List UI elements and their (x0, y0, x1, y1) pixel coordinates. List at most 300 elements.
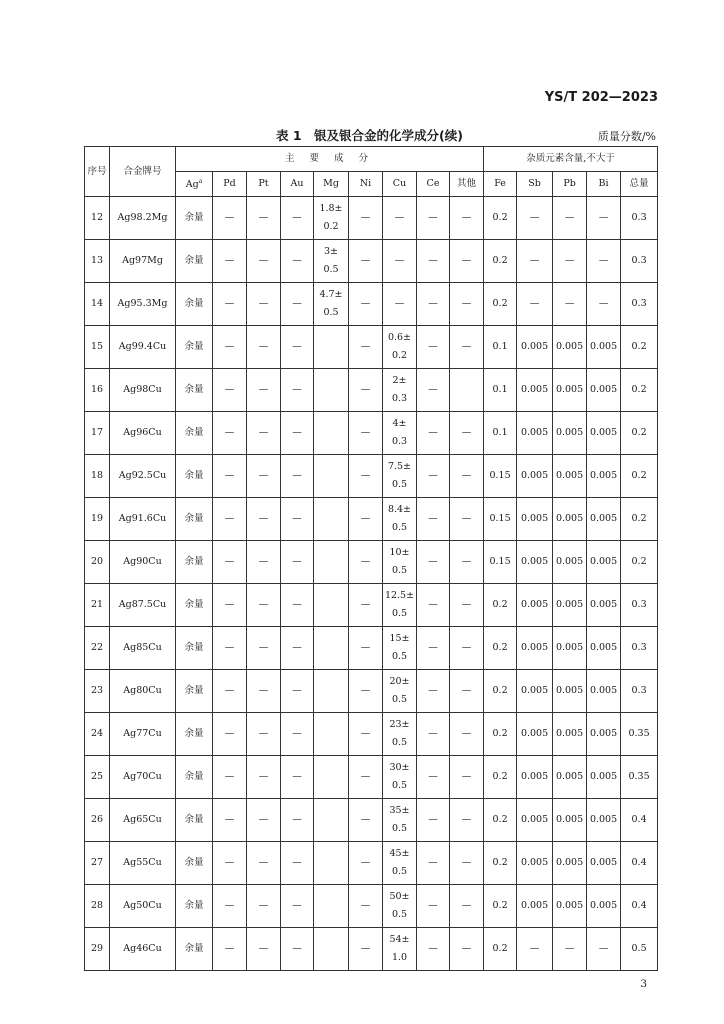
cell-other: — (450, 197, 484, 240)
cell-other: — (450, 326, 484, 369)
header-au: Au (281, 172, 314, 197)
cell-no: 23 (85, 670, 110, 713)
cell-sb: 0.005 (517, 713, 553, 756)
cell-pd: — (213, 885, 247, 928)
cell-cu-line: — (394, 212, 405, 223)
cell-pb: 0.005 (553, 584, 587, 627)
cell-pt: — (247, 455, 281, 498)
cell-pd: — (213, 756, 247, 799)
cell-fe: 0.2 (484, 885, 517, 928)
cell-other: — (450, 842, 484, 885)
cell-no: 17 (85, 412, 110, 455)
cell-fe: 0.2 (484, 799, 517, 842)
cell-mg (314, 670, 349, 713)
cell-bi: 0.005 (587, 498, 621, 541)
cell-pd: — (213, 369, 247, 412)
cell-cu-line: 8.4± (387, 504, 412, 515)
cell-ce: — (417, 584, 450, 627)
cell-pt: — (247, 756, 281, 799)
header-cu: Cu (383, 172, 417, 197)
cell-ni: — (349, 842, 383, 885)
cell-ni: — (349, 928, 383, 971)
cell-cu-line: 0.5 (391, 522, 408, 533)
cell-grade: Ag70Cu (110, 756, 176, 799)
cell-cu-line: 10± (389, 547, 410, 558)
cell-grade: Ag92.5Cu (110, 455, 176, 498)
cell-au: — (281, 885, 314, 928)
cell-ni: — (349, 627, 383, 670)
cell-cu (383, 326, 417, 369)
cell-au: — (281, 498, 314, 541)
cell-other: — (450, 240, 484, 283)
cell-fe: 0.15 (484, 541, 517, 584)
cell-au: — (281, 412, 314, 455)
page-number: 3 (640, 978, 647, 990)
cell-bi: 0.005 (587, 541, 621, 584)
cell-other: — (450, 283, 484, 326)
cell-grade: Ag99.4Cu (110, 326, 176, 369)
cell-ag: 余量 (176, 498, 213, 541)
cell-cu-line: 20± (389, 676, 410, 687)
cell-mg-line: 1.8± (319, 203, 343, 214)
cell-sb: — (517, 283, 553, 326)
cell-mg (314, 412, 349, 455)
cell-bi: — (587, 928, 621, 971)
composition-table (84, 146, 658, 971)
cell-pt: — (247, 369, 281, 412)
cell-cu-line: 0.5 (391, 479, 408, 490)
header-grade: 合金牌号 (110, 147, 176, 197)
cell-bi: 0.005 (587, 369, 621, 412)
cell-grade: Ag96Cu (110, 412, 176, 455)
table-row (85, 498, 658, 541)
cell-pt: — (247, 670, 281, 713)
cell-pd: — (213, 240, 247, 283)
cell-pt: — (247, 928, 281, 971)
cell-other: — (450, 713, 484, 756)
table-row (85, 455, 658, 498)
cell-other (450, 369, 484, 412)
cell-ni: — (349, 498, 383, 541)
table-body (85, 197, 658, 971)
cell-ce: — (417, 498, 450, 541)
cell-total: 0.2 (621, 455, 658, 498)
cell-grade: Ag98Cu (110, 369, 176, 412)
cell-cu (383, 928, 417, 971)
cell-au: — (281, 326, 314, 369)
table-row (85, 928, 658, 971)
cell-pb: 0.005 (553, 842, 587, 885)
cell-bi: 0.005 (587, 455, 621, 498)
cell-ni: — (349, 197, 383, 240)
cell-other: — (450, 584, 484, 627)
header-serial: 序号 (85, 147, 110, 197)
cell-mg (314, 928, 349, 971)
cell-no: 25 (85, 756, 110, 799)
header-mg: Mg (314, 172, 349, 197)
cell-other: — (450, 885, 484, 928)
table-row (85, 197, 658, 240)
cell-au: — (281, 842, 314, 885)
cell-sb: — (517, 240, 553, 283)
cell-mg-line: 3± (323, 246, 338, 257)
header-sb: Sb (517, 172, 553, 197)
cell-other: — (450, 670, 484, 713)
cell-bi: 0.005 (587, 584, 621, 627)
table-row (85, 756, 658, 799)
cell-ag: 余量 (176, 455, 213, 498)
cell-pd: — (213, 498, 247, 541)
cell-pd: — (213, 197, 247, 240)
cell-ni: — (349, 369, 383, 412)
cell-fe: 0.2 (484, 713, 517, 756)
standard-code: YS/T 202—2023 (544, 90, 658, 105)
header-fe: Fe (484, 172, 517, 197)
cell-cu (383, 240, 417, 283)
cell-cu-line: 0.5 (391, 651, 408, 662)
cell-ag: 余量 (176, 541, 213, 584)
cell-fe: 0.2 (484, 842, 517, 885)
cell-pd: — (213, 713, 247, 756)
cell-total: 0.4 (621, 842, 658, 885)
header-ni: Ni (349, 172, 383, 197)
cell-pt: — (247, 885, 281, 928)
cell-bi: 0.005 (587, 756, 621, 799)
cell-cu (383, 283, 417, 326)
cell-other: — (450, 498, 484, 541)
cell-cu (383, 799, 417, 842)
cell-bi: 0.005 (587, 326, 621, 369)
cell-ce: — (417, 369, 450, 412)
cell-sb: — (517, 928, 553, 971)
cell-bi: — (587, 240, 621, 283)
cell-ni: — (349, 455, 383, 498)
cell-au: — (281, 369, 314, 412)
cell-grade: Ag80Cu (110, 670, 176, 713)
cell-pd: — (213, 627, 247, 670)
cell-mg (314, 713, 349, 756)
cell-pb: 0.005 (553, 455, 587, 498)
cell-pt: — (247, 842, 281, 885)
header-main-components: 主 要 成 分 (176, 147, 484, 172)
cell-ag: 余量 (176, 842, 213, 885)
cell-ce: — (417, 283, 450, 326)
cell-cu-line: 50± (389, 891, 410, 902)
cell-cu (383, 670, 417, 713)
cell-cu-line: 0.5 (391, 608, 408, 619)
cell-pd: — (213, 928, 247, 971)
cell-mg-line: 0.2 (323, 221, 339, 232)
table-row (85, 713, 658, 756)
cell-other: — (450, 928, 484, 971)
header-total: 总量 (621, 172, 658, 197)
cell-mg-line: 0.5 (323, 307, 339, 318)
header-pb: Pb (553, 172, 587, 197)
cell-mg (314, 197, 349, 240)
cell-ag: 余量 (176, 283, 213, 326)
cell-ag: 余量 (176, 670, 213, 713)
cell-cu (383, 584, 417, 627)
cell-pb: 0.005 (553, 627, 587, 670)
cell-total: 0.2 (621, 541, 658, 584)
cell-pd: — (213, 842, 247, 885)
table-row (85, 799, 658, 842)
cell-other: — (450, 799, 484, 842)
cell-cu-line: 0.5 (391, 565, 408, 576)
cell-sb: 0.005 (517, 326, 553, 369)
cell-pb: 0.005 (553, 670, 587, 713)
cell-other: — (450, 756, 484, 799)
cell-total: 0.4 (621, 799, 658, 842)
cell-grade: Ag85Cu (110, 627, 176, 670)
cell-pb: 0.005 (553, 326, 587, 369)
cell-fe: 0.1 (484, 326, 517, 369)
cell-total: 0.3 (621, 283, 658, 326)
cell-cu-line: 0.5 (391, 737, 408, 748)
cell-ni: — (349, 541, 383, 584)
cell-total: 0.4 (621, 885, 658, 928)
cell-ag: 余量 (176, 799, 213, 842)
cell-cu-line: 0.5 (391, 780, 408, 791)
cell-fe: 0.2 (484, 627, 517, 670)
cell-pd: — (213, 670, 247, 713)
cell-pt: — (247, 326, 281, 369)
cell-other: — (450, 627, 484, 670)
table-row (85, 240, 658, 283)
cell-cu (383, 455, 417, 498)
cell-bi: — (587, 197, 621, 240)
cell-bi: 0.005 (587, 842, 621, 885)
table-row (85, 670, 658, 713)
cell-cu-line: 0.5 (391, 823, 408, 834)
cell-sb: 0.005 (517, 842, 553, 885)
cell-ce: — (417, 541, 450, 584)
cell-pb: 0.005 (553, 412, 587, 455)
cell-total: 0.3 (621, 584, 658, 627)
cell-ce: — (417, 627, 450, 670)
cell-ag: 余量 (176, 885, 213, 928)
cell-pt: — (247, 799, 281, 842)
cell-sb: 0.005 (517, 498, 553, 541)
cell-ce: — (417, 197, 450, 240)
cell-pt: — (247, 283, 281, 326)
cell-ce: — (417, 326, 450, 369)
cell-sb: 0.005 (517, 885, 553, 928)
cell-cu-line: 23± (389, 719, 410, 730)
cell-bi: 0.005 (587, 627, 621, 670)
cell-fe: 0.2 (484, 670, 517, 713)
cell-no: 28 (85, 885, 110, 928)
cell-cu-line: — (394, 298, 405, 309)
cell-ni: — (349, 584, 383, 627)
cell-ni: — (349, 412, 383, 455)
table-row (85, 842, 658, 885)
cell-sb: — (517, 197, 553, 240)
cell-pb: 0.005 (553, 369, 587, 412)
cell-mg (314, 584, 349, 627)
cell-ce: — (417, 670, 450, 713)
cell-cu-line: 12.5± (384, 590, 415, 601)
table-row (85, 584, 658, 627)
cell-au: — (281, 455, 314, 498)
cell-pt: — (247, 627, 281, 670)
cell-grade: Ag87.5Cu (110, 584, 176, 627)
cell-ce: — (417, 240, 450, 283)
cell-ni: — (349, 885, 383, 928)
cell-mg (314, 369, 349, 412)
cell-ni: — (349, 799, 383, 842)
cell-total: 0.35 (621, 713, 658, 756)
cell-no: 27 (85, 842, 110, 885)
cell-fe: 0.15 (484, 455, 517, 498)
cell-fe: 0.2 (484, 584, 517, 627)
cell-pt: — (247, 240, 281, 283)
cell-au: — (281, 283, 314, 326)
cell-cu-line: 0.3 (391, 393, 408, 404)
cell-total: 0.5 (621, 928, 658, 971)
cell-pb: 0.005 (553, 756, 587, 799)
cell-pb: — (553, 197, 587, 240)
cell-bi: 0.005 (587, 799, 621, 842)
header-bi: Bi (587, 172, 621, 197)
cell-pt: — (247, 197, 281, 240)
cell-ni: — (349, 283, 383, 326)
cell-mg (314, 627, 349, 670)
cell-ni: — (349, 670, 383, 713)
cell-pb: — (553, 240, 587, 283)
cell-cu-line: 15± (389, 633, 410, 644)
cell-sb: 0.005 (517, 799, 553, 842)
cell-cu (383, 197, 417, 240)
table-row (85, 885, 658, 928)
cell-no: 18 (85, 455, 110, 498)
cell-pd: — (213, 326, 247, 369)
cell-grade: Ag55Cu (110, 842, 176, 885)
header-pd: Pd (213, 172, 247, 197)
cell-pd: — (213, 455, 247, 498)
cell-no: 15 (85, 326, 110, 369)
cell-au: — (281, 928, 314, 971)
cell-ag: 余量 (176, 326, 213, 369)
cell-cu (383, 498, 417, 541)
cell-no: 14 (85, 283, 110, 326)
cell-other: — (450, 541, 484, 584)
cell-grade: Ag77Cu (110, 713, 176, 756)
cell-ce: — (417, 885, 450, 928)
cell-cu (383, 842, 417, 885)
table-row (85, 326, 658, 369)
cell-sb: 0.005 (517, 412, 553, 455)
cell-mg (314, 756, 349, 799)
cell-total: 0.3 (621, 197, 658, 240)
cell-mg (314, 885, 349, 928)
cell-ni: — (349, 326, 383, 369)
cell-pb: 0.005 (553, 799, 587, 842)
cell-ce: — (417, 928, 450, 971)
cell-fe: 0.2 (484, 240, 517, 283)
cell-cu-line: 45± (389, 848, 410, 859)
cell-total: 0.35 (621, 756, 658, 799)
cell-pd: — (213, 412, 247, 455)
cell-mg (314, 498, 349, 541)
cell-ce: — (417, 756, 450, 799)
cell-mg (314, 283, 349, 326)
cell-cu-line: 0.2 (391, 350, 408, 361)
header-pt: Pt (247, 172, 281, 197)
cell-pt: — (247, 498, 281, 541)
table-row (85, 369, 658, 412)
cell-pd: — (213, 283, 247, 326)
cell-no: 20 (85, 541, 110, 584)
cell-au: — (281, 240, 314, 283)
cell-fe: 0.1 (484, 412, 517, 455)
cell-total: 0.2 (621, 326, 658, 369)
cell-no: 29 (85, 928, 110, 971)
cell-ag: 余量 (176, 928, 213, 971)
cell-ce: — (417, 799, 450, 842)
cell-ag: 余量 (176, 369, 213, 412)
header-impurities: 杂质元素含量,不大于 (484, 147, 658, 172)
cell-mg (314, 541, 349, 584)
table-row (85, 283, 658, 326)
cell-sb: 0.005 (517, 455, 553, 498)
table-row (85, 541, 658, 584)
cell-cu-line: 7.5± (387, 461, 412, 472)
cell-cu-line: — (394, 255, 405, 266)
cell-bi: — (587, 283, 621, 326)
cell-sb: 0.005 (517, 670, 553, 713)
cell-au: — (281, 713, 314, 756)
table-row (85, 627, 658, 670)
cell-no: 19 (85, 498, 110, 541)
cell-mg-line: 4.7± (319, 289, 343, 300)
cell-fe: 0.2 (484, 756, 517, 799)
cell-bi: 0.005 (587, 412, 621, 455)
cell-cu-line: 54± (389, 934, 410, 945)
cell-cu (383, 627, 417, 670)
cell-cu (383, 713, 417, 756)
cell-au: — (281, 756, 314, 799)
cell-cu-line: 0.6± (387, 332, 412, 343)
cell-cu-line: 4± (392, 418, 407, 429)
cell-grade: Ag90Cu (110, 541, 176, 584)
cell-ag: 余量 (176, 584, 213, 627)
cell-pb: 0.005 (553, 541, 587, 584)
cell-au: — (281, 627, 314, 670)
header-ag: Ag$^a$ (176, 172, 213, 197)
cell-grade: Ag50Cu (110, 885, 176, 928)
cell-bi: 0.005 (587, 713, 621, 756)
cell-cu (383, 369, 417, 412)
unit-label: 质量分数/% (597, 130, 656, 143)
cell-other: — (450, 455, 484, 498)
cell-fe: 0.2 (484, 197, 517, 240)
cell-mg-line: 0.5 (323, 264, 339, 275)
cell-cu-line: 1.0 (391, 952, 408, 963)
cell-grade: Ag95.3Mg (110, 283, 176, 326)
cell-total: 0.3 (621, 670, 658, 713)
cell-cu-line: 0.5 (391, 909, 408, 920)
cell-cu-line: 35± (389, 805, 410, 816)
cell-total: 0.3 (621, 240, 658, 283)
cell-ag: 余量 (176, 412, 213, 455)
cell-no: 26 (85, 799, 110, 842)
cell-mg (314, 326, 349, 369)
cell-total: 0.2 (621, 412, 658, 455)
cell-mg (314, 455, 349, 498)
cell-pb: — (553, 928, 587, 971)
cell-cu-line: 2± (392, 375, 407, 386)
